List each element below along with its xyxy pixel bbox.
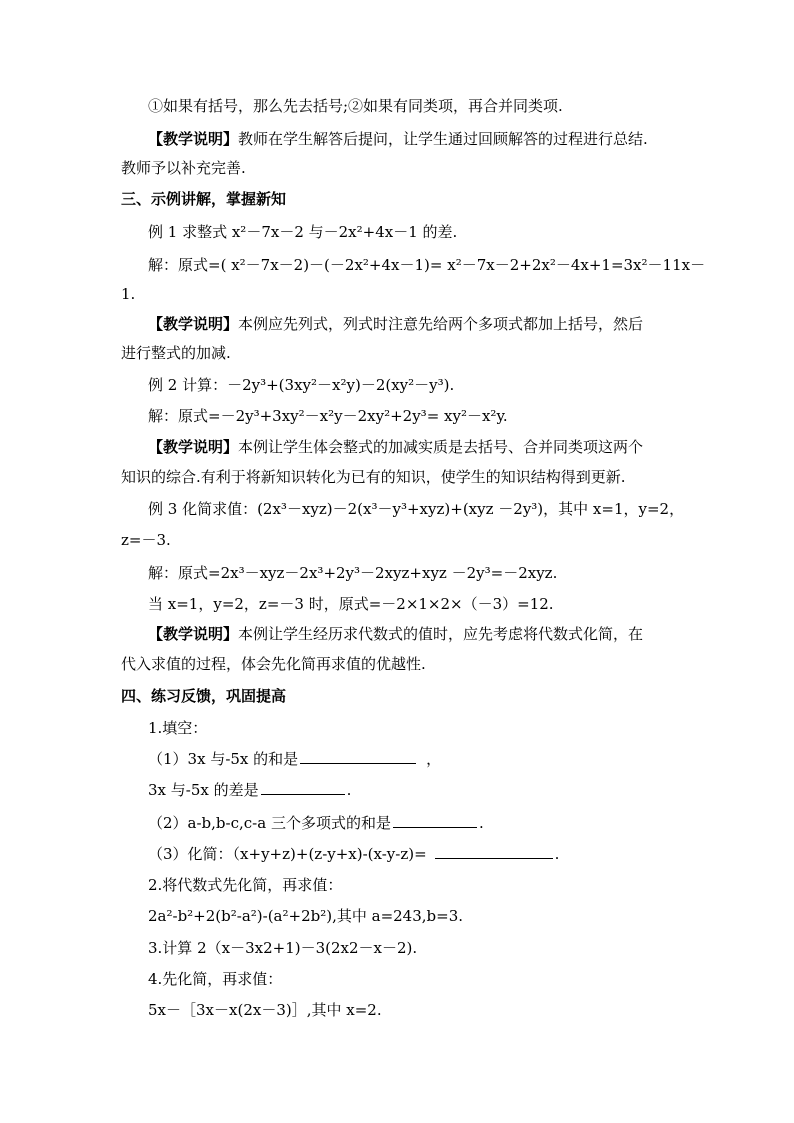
- example-3-solution: 解：原式=2x³－xyz－2x³+2y³－2xyz+xyz －2y³=－2xyz.: [148, 564, 558, 582]
- teaching-note-3-line-1: [148, 437, 643, 457]
- question-2-expression: 2a²-b²+2(b²-a²)-(a²+2b²),其中 a=243,b=3.: [148, 907, 464, 925]
- answer-blank[interactable]: [393, 813, 477, 828]
- teaching-note-1-line-1: [148, 129, 648, 149]
- question-1-3: [148, 844, 559, 864]
- question-1-1-sum: [148, 749, 441, 769]
- teaching-note-label: 【教学说明】: [148, 315, 239, 333]
- example-1-solution-line-2: 1.: [121, 285, 136, 303]
- teaching-note-label: 【教学说明】: [148, 130, 239, 148]
- example-2-solution: 解：原式=－2y³+3xy²－x²y－2xy²+2y³= xy²－x²y.: [148, 407, 508, 425]
- teaching-note-2-line-2: 进行整式的加减.: [121, 344, 231, 362]
- example-1-question: 例 1 求整式 x²－7x－2 与－2x²+4x－1 的差.: [148, 223, 458, 241]
- question-4-title: 4.先化简，再求值：: [148, 970, 283, 988]
- example-3-evaluation: 当 x=1，y=2，z=－3 时，原式=－2×1×2×（－3）=12.: [148, 595, 554, 613]
- question-text: （3）化简：（x+y+z)+(z-y+x)-(x-y-z)=: [148, 845, 427, 863]
- question-text: 3x 与-5x 的差是: [148, 781, 259, 799]
- question-text: ，: [426, 750, 442, 768]
- question-text: .: [478, 814, 484, 832]
- teaching-note-label: 【教学说明】: [148, 438, 239, 456]
- teaching-note-3-line-2: 知识的综合.有利于将新知识转化为已有的知识，使学生的知识结构得到更新.: [121, 468, 626, 486]
- answer-blank[interactable]: [435, 844, 553, 859]
- answer-blank[interactable]: [300, 749, 416, 764]
- teaching-note-4-line-1: [148, 624, 643, 644]
- section-4-heading: 四、练习反馈，巩固提高: [121, 687, 287, 705]
- answer-blank[interactable]: [261, 780, 345, 795]
- teaching-note-text: 本例让学生体会整式的加减实质是去括号、合并同类项这两个: [238, 438, 644, 456]
- teaching-note-text: 本例让学生经历求代数式的值时，应先考虑将代数式化简，在: [238, 625, 644, 643]
- teaching-note-1-line-2: 教师予以补充完善.: [121, 159, 246, 177]
- teaching-note-text: 本例应先列式，列式时注意先给两个多项式都加上括号，然后: [238, 315, 644, 333]
- example-3-question-line-1: 例 3 化简求值：(2x³－xyz)－2(x³－y³+xyz)+(xyz －2y³)，其中 x=1，y=2，: [148, 500, 685, 518]
- question-1-1-difference: [148, 780, 351, 800]
- teaching-note-4-line-2: 代入求值的过程，体会先化简再求值的优越性.: [121, 655, 426, 673]
- example-1-solution-line-1: 解：原式=( x²－7x－2)－(－2x²+4x－1)= x²－7x－2+2x²－4x+1=3x²－11x－: [148, 256, 706, 274]
- question-2-title: 2.将代数式先化简，再求值：: [148, 876, 343, 894]
- teaching-note-label: 【教学说明】: [148, 625, 239, 643]
- teaching-note-2-line-1: [148, 314, 643, 334]
- example-3-question-line-2: z=－3.: [121, 531, 171, 549]
- question-1-title: 1.填空：: [148, 719, 208, 737]
- question-4-expression: 5x－［3x－x(2x－3)］,其中 x=2.: [148, 1001, 382, 1019]
- question-text: （2）a-b,b-c,c-a 三个多项式的和是: [148, 814, 391, 832]
- question-3: 3.计算 2（x－3x2+1)－3(2x2－x－2).: [148, 939, 418, 957]
- summary-rule: ①如果有括号，那么先去括号;②如果有同类项，再合并同类项.: [148, 97, 563, 115]
- section-3-heading: 三、示例讲解，掌握新知: [121, 190, 287, 208]
- question-text: .: [554, 845, 560, 863]
- teaching-note-text: 教师在学生解答后提问，让学生通过回顾解答的过程进行总结.: [238, 130, 648, 148]
- example-2-question: 例 2 计算：－2y³+(3xy²－x²y)－2(xy²－y³).: [148, 376, 455, 394]
- question-text: （1）3x 与-5x 的和是: [148, 750, 299, 768]
- question-1-2: [148, 813, 484, 833]
- question-text: .: [346, 781, 352, 799]
